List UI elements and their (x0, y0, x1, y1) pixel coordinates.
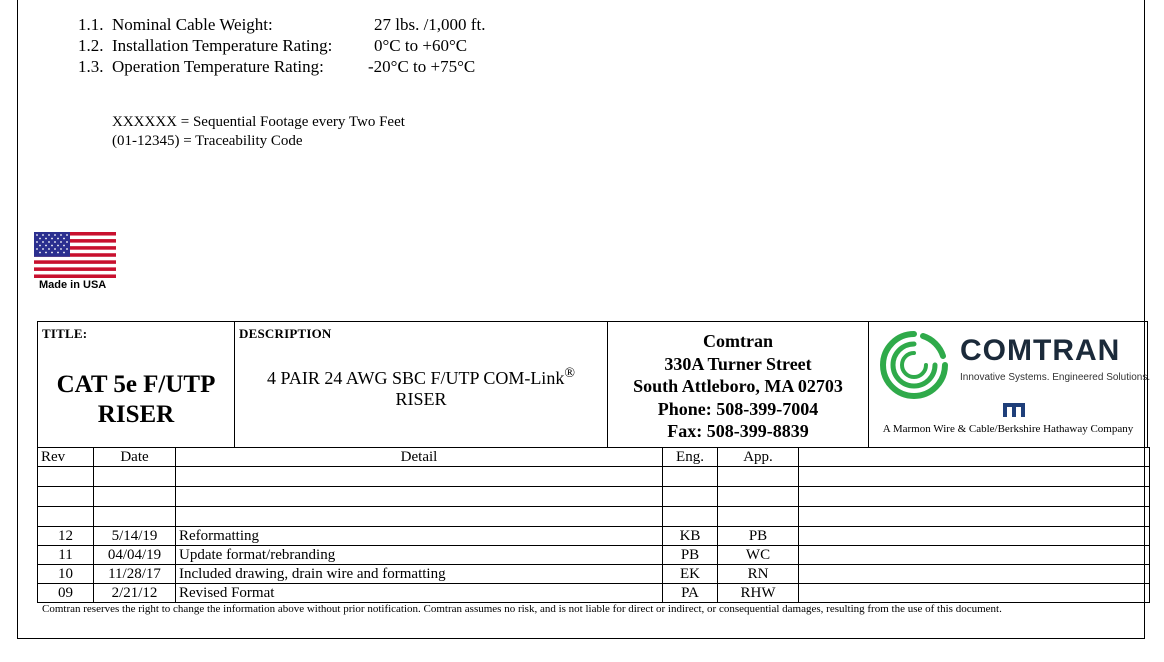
app-cell: PB (718, 527, 799, 546)
app-cell: RHW (718, 584, 799, 603)
spec-row (78, 35, 485, 56)
title-label: TITLE: (42, 326, 88, 341)
revision-empty-row (38, 487, 1150, 507)
eng-cell: EK (663, 565, 718, 584)
rev-cell: 11 (38, 546, 94, 565)
header-rev: Rev (38, 448, 94, 467)
company-logo-cell (869, 322, 1151, 447)
app-cell: WC (718, 546, 799, 565)
header-detail: Detail (176, 448, 663, 467)
product-title-line: RISER (97, 401, 175, 428)
table-row (38, 546, 1150, 565)
address-fax: Fax: 508-399-8839 (667, 421, 809, 441)
us-flag-icon (34, 232, 116, 283)
made-in-usa-label: Made in USA (39, 279, 107, 291)
rev-cell: 09 (38, 584, 94, 603)
company-address (608, 330, 868, 443)
date-cell: 2/21/12 (94, 584, 176, 603)
detail-cell: Included drawing, drain wire and formatting (176, 565, 663, 584)
spec-number: 1.2. (78, 36, 104, 55)
title-block (37, 321, 1151, 448)
spec-value: 27 lbs. /1,000 ft. (374, 15, 486, 34)
company-logo-name: COMTRAN (960, 334, 1121, 367)
revision-empty-row (38, 467, 1150, 487)
date-cell: 5/14/19 (94, 527, 176, 546)
comtran-ring-logo-icon (879, 330, 949, 405)
spec-label: Operation Temperature Rating: (112, 57, 324, 76)
legal-disclaimer: Comtran reserves the right to change the information above without prior notification. Comtran assumes no risk, and is not liable for direct or indirect, or consequential damages, resulting from the use of this document. (42, 603, 1002, 615)
eng-cell: PA (663, 584, 718, 603)
product-title-line: CAT 5e F/UTP (56, 371, 216, 398)
description-cell (235, 322, 608, 447)
description-line: RISER (395, 389, 447, 409)
company-name: Comtran (703, 331, 773, 351)
product-description (235, 368, 607, 410)
detail-cell: Update format/rebranding (176, 546, 663, 565)
spec-value: 0°C to +60°C (374, 36, 468, 55)
header-blank (799, 448, 1150, 467)
detail-cell: Reformatting (176, 527, 663, 546)
app-cell: RN (718, 565, 799, 584)
date-cell: 04/04/19 (94, 546, 176, 565)
spec-list (78, 14, 485, 77)
spec-row (78, 14, 485, 35)
revision-empty-row (38, 507, 1150, 527)
table-row (38, 565, 1150, 584)
note-sequential-footage: XXXXXX = Sequential Footage every Two Feet (112, 114, 405, 130)
description-line: 4 PAIR 24 AWG SBC F/UTP COM-Link (267, 368, 565, 388)
note-traceability-code: (01-12345) = Traceability Code (112, 133, 303, 149)
description-label: DESCRIPTION (239, 326, 332, 341)
address-street: 330A Turner Street (664, 353, 812, 374)
header-eng: Eng. (663, 448, 718, 467)
date-cell: 11/28/17 (94, 565, 176, 584)
header-app: App. (718, 448, 799, 467)
detail-cell: Revised Format (176, 584, 663, 603)
table-row (38, 527, 1150, 546)
title-cell (38, 322, 235, 447)
header-date: Date (94, 448, 176, 467)
rev-cell: 12 (38, 527, 94, 546)
spec-number: 1.3. (78, 57, 104, 76)
table-row (38, 584, 1150, 603)
spec-label: Nominal Cable Weight: (112, 15, 273, 34)
spec-number: 1.1. (78, 15, 104, 34)
revision-header-row (38, 448, 1150, 467)
company-address-cell (608, 322, 869, 447)
company-tagline: Innovative Systems. Engineered Solutions. (960, 372, 1151, 383)
spec-value: -20°C to +75°C (368, 57, 476, 76)
revision-table (37, 447, 1150, 603)
address-phone: Phone: 508-399-7004 (657, 398, 819, 419)
address-city: South Attleboro, MA 02703 (633, 376, 843, 396)
marking-notes (112, 113, 405, 151)
registered-mark: ® (564, 366, 575, 381)
spec-label: Installation Temperature Rating: (112, 36, 333, 55)
product-title (38, 370, 234, 430)
eng-cell: KB (663, 527, 718, 546)
marmon-m-icon (1001, 398, 1027, 425)
eng-cell: PB (663, 546, 718, 565)
parent-company-line: A Marmon Wire & Cable/Berkshire Hathaway Company (882, 423, 1134, 435)
spec-row (78, 56, 485, 77)
rev-cell: 10 (38, 565, 94, 584)
